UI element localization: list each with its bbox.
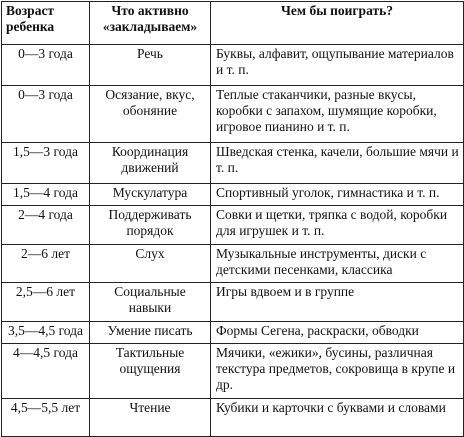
cell-age: 2,5—6 лет — [2, 283, 90, 322]
table-row — [2, 245, 464, 283]
header-skill: Что активно «закладываем» — [90, 2, 211, 45]
table-row — [2, 283, 464, 322]
table-row — [2, 206, 464, 245]
cell-skill: Речь — [90, 45, 211, 86]
cell-play: Музыкальные инструменты, диски с детскими песенками, классика — [211, 245, 464, 283]
cell-age: 4—4,5 года — [2, 344, 90, 399]
header-age: Возраст ребенка — [2, 2, 90, 45]
table-header — [2, 2, 464, 45]
cell-play: Теплые стаканчики, разные вкусы, коробки с запахом, шумящие коробки, игровое пианино и т. п. — [211, 86, 464, 143]
cell-play: Формы Сегена, раскраски, обводки — [211, 322, 464, 344]
cell-play: Совки и щетки, тряпка с водой, коробки для игрушек и т. п. — [211, 206, 464, 245]
cell-age: 0—3 года — [2, 86, 90, 143]
header-play: Чем бы поиграть? — [211, 2, 464, 45]
cell-skill: Координация движений — [90, 143, 211, 184]
cell-age: 0—3 года — [2, 45, 90, 86]
cell-play: Мячики, «ежики», бусины, различная текстура предметов, сокровища в крупе и др. — [211, 344, 464, 399]
cell-age: 1,5—4 года — [2, 184, 90, 206]
cell-skill: Осязание, вкус, обоняние — [90, 86, 211, 143]
cell-skill: Социальные навыки — [90, 283, 211, 322]
cell-age: 2—6 лет — [2, 245, 90, 283]
development-table — [1, 1, 464, 437]
table-body — [2, 45, 464, 437]
cell-play: Буквы, алфавит, ощупывание материалов и т. п. — [211, 45, 464, 86]
cell-age: 1,5—3 года — [2, 143, 90, 184]
cell-age: 4,5—5,5 лет — [2, 399, 90, 437]
cell-skill: Мускулатура — [90, 184, 211, 206]
table-row — [2, 399, 464, 437]
header-row — [2, 2, 464, 45]
cell-skill: Слух — [90, 245, 211, 283]
cell-skill: Поддерживать порядок — [90, 206, 211, 245]
table-row — [2, 344, 464, 399]
cell-play: Спортивный уголок, гимнастика и т. п. — [211, 184, 464, 206]
cell-skill: Тактильные ощущения — [90, 344, 211, 399]
cell-skill: Умение писать — [90, 322, 211, 344]
cell-play: Кубики и карточки с буквами и словами — [211, 399, 464, 437]
table-row — [2, 143, 464, 184]
cell-age: 3,5—4,5 года — [2, 322, 90, 344]
cell-play: Шведская стенка, качели, большие мячи и т. п. — [211, 143, 464, 184]
table-row — [2, 45, 464, 86]
table-row — [2, 86, 464, 143]
table-row — [2, 184, 464, 206]
cell-play: Игры вдвоем и в группе — [211, 283, 464, 322]
cell-skill: Чтение — [90, 399, 211, 437]
table-row — [2, 322, 464, 344]
cell-age: 2—4 года — [2, 206, 90, 245]
